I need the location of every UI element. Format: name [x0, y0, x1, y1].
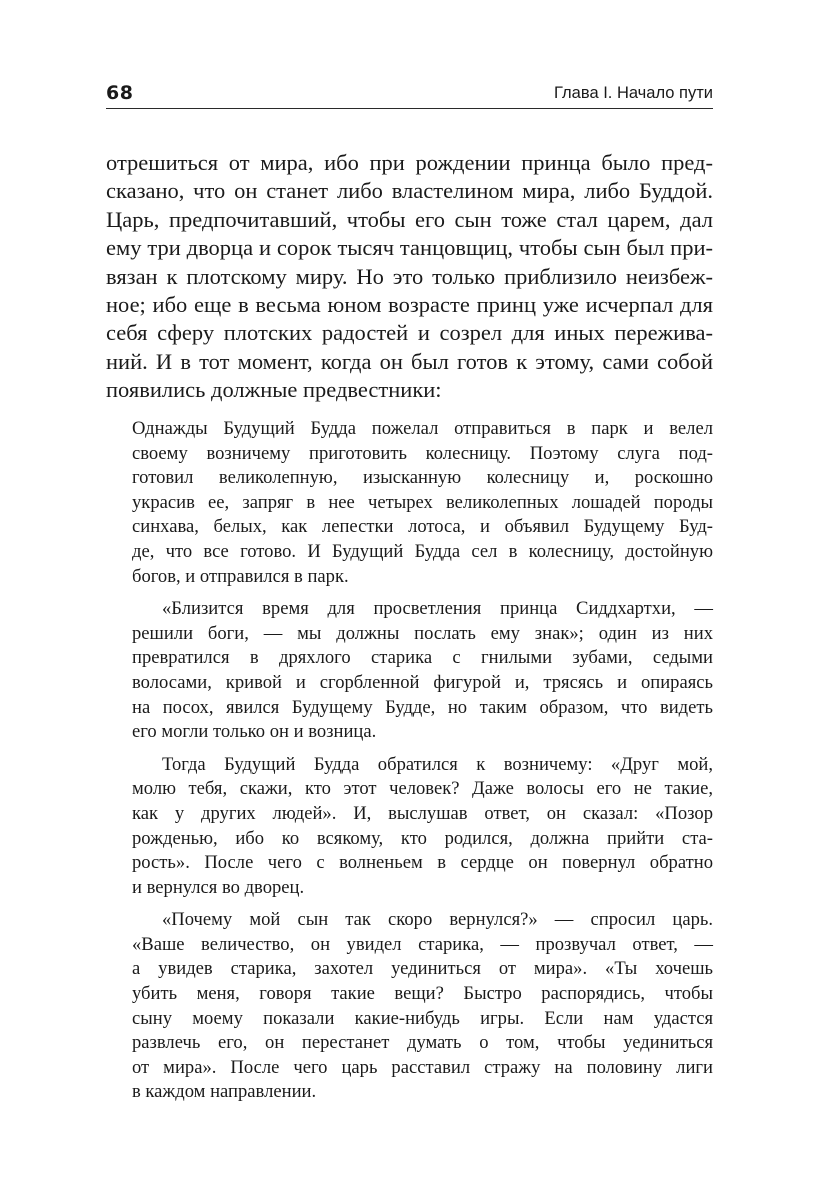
text-line: вязан к плотскому миру. Но это только приблизило неизбеж- [106, 263, 713, 289]
running-title: Глава I. Начало пути [554, 84, 713, 102]
quote-paragraph [132, 908, 713, 1105]
running-header [106, 82, 713, 109]
quote-line: богов, и отправился в парк. [132, 565, 349, 587]
quote-line: де, что все готово. И Будущий Будда сел в колесницу, достойную [132, 540, 713, 562]
quote-line: а увидев старика, захотел уединиться от мира». «Ты хочешь [132, 958, 713, 980]
text-line: Царь, предпочитавший, чтобы его сын тоже стал царем, дал [106, 206, 713, 232]
quote-line: молю тебя, скажи, кто этот человек? Даже волосы его не такие, [132, 778, 713, 800]
quote-line: рость». После чего с волненьем в сердце он повернул обратно [132, 852, 713, 874]
quote-line: синхава, белых, как лепестки лотоса, и объявил Будущему Буд- [132, 516, 713, 538]
text-line: ное; ибо еще в весьма юном возрасте принц уже исчерпал для [106, 292, 713, 318]
quote-paragraph [132, 417, 713, 589]
quote-line: своему возничему приготовить колесницу. Поэтому слуга под- [132, 442, 713, 464]
main-paragraph [106, 149, 713, 405]
quote-line: решили боги, — мы должны послать ему знак»; один из них [132, 622, 713, 644]
quote-line: «Ваше величество, он увидел старика, — прозвучал ответ, — [132, 933, 713, 955]
text-line: ний. И в тот момент, когда он был готов к этому, сами собой [106, 348, 713, 374]
page-number: 68 [106, 82, 134, 104]
quote-line: как у других людей». И, выслушав ответ, он сказал: «Позор [132, 802, 713, 824]
quote-line: рожденью, ибо ко всякому, кто родился, должна прийти ста- [132, 827, 713, 849]
quote-line: развлечь его, он перестанет думать о том, чтобы уединиться [132, 1032, 713, 1054]
quote-line: убить меня, говоря такие вещи? Быстро распорядись, чтобы [132, 983, 713, 1005]
quote-paragraph [132, 753, 713, 901]
text-line: сказано, что он станет либо властелином мира, либо Буддой. [106, 178, 713, 204]
quote-paragraph [132, 597, 713, 745]
quote-line: Однажды Будущий Будда пожелал отправиться в парк и велел [132, 418, 713, 439]
quote-line: на посох, явился Будущему Будде, но таким образом, что видеть [132, 696, 713, 718]
quote-line: «Близится время для просветления принца Сиддхартхи, — [162, 598, 713, 620]
quote-block [132, 417, 713, 1105]
quote-line: Тогда Будущий Будда обратился к возничему: «Друг мой, [162, 753, 713, 775]
quote-line: от мира». После чего царь расставил стражу на половину лиги [132, 1056, 713, 1078]
text-line: отрешиться от мира, ибо при рождении принца было пред- [106, 150, 713, 175]
quote-line: сыну моему показали какие-нибудь игры. Если нам удастся [132, 1007, 713, 1029]
quote-line: украсив ее, запряг в нее четырех великолепных лошадей породы [132, 491, 713, 513]
quote-line: готовил великолепную, изысканную колесницу и, роскошно [132, 467, 713, 489]
quote-line: превратился в дряхлого старика с гнилыми зубами, седыми [132, 647, 713, 669]
quote-line: волосами, кривой и сгорбленной фигурой и, трясясь и опираясь [132, 671, 713, 693]
text-line: себя сферу плотских радостей и созрел для иных пережива- [106, 320, 713, 346]
quote-line: «Почему мой сын так скоро вернулся?» — спросил царь. [162, 909, 713, 931]
text-line: появились должные предвестники: [106, 377, 442, 403]
quote-line: его могли только он и возница. [132, 721, 377, 743]
quote-line: в каждом направлении. [132, 1081, 317, 1103]
quote-line: и вернулся во дворец. [132, 876, 305, 898]
text-line: ему три дворца и сорок тысяч танцовщиц, чтобы сын был при- [106, 235, 713, 261]
